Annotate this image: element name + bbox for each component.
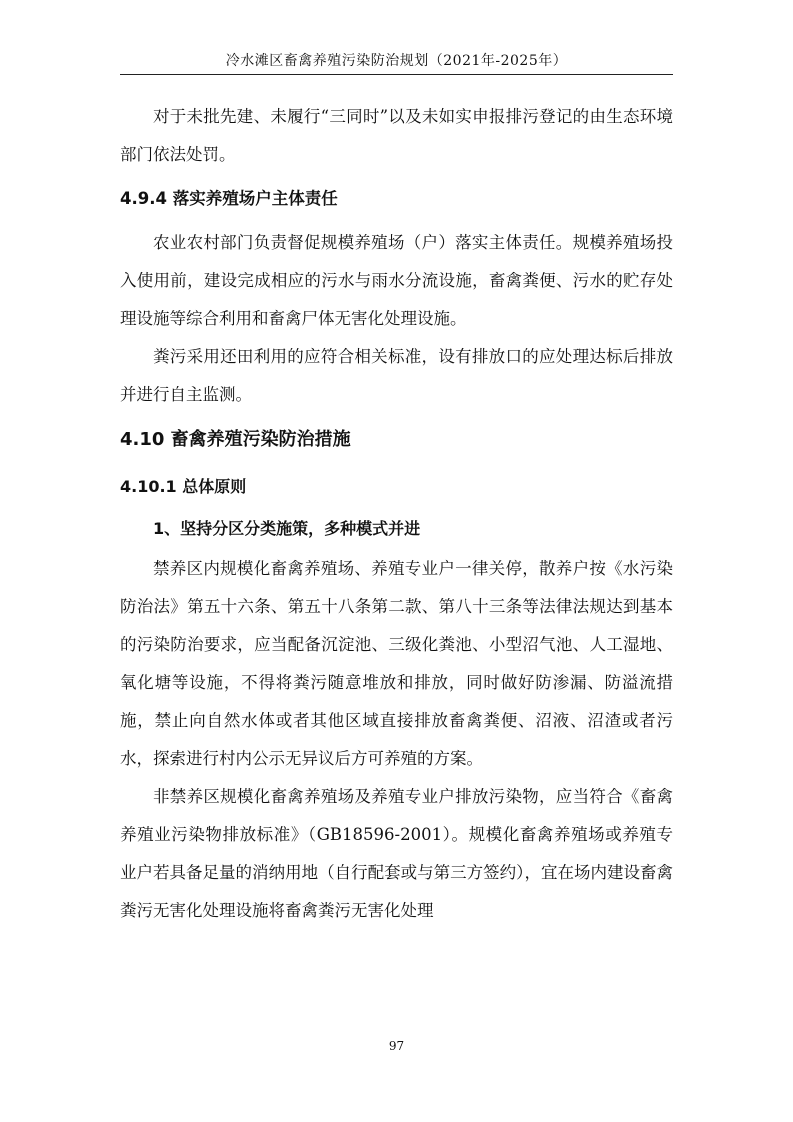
running-header: 冷水滩区畜禽养殖污染防治规划（2021年-2025年） <box>225 53 568 69</box>
paragraph-manure-standards: 粪污采用还田利用的应符合相关标准，设有排放口的应处理达标后排放并进行自主监测。 <box>120 347 673 404</box>
paragraph-penalty: 对于未批先建、未履行“三同时”以及未如实申报排污登记的由生态环境部门依法处罚。 <box>120 107 673 164</box>
principle-item-1-heading: 1、坚持分区分类施策，多种模式并进 <box>153 519 421 538</box>
page-number: 97 <box>388 1039 405 1053</box>
header-divider <box>120 74 673 75</box>
section-heading-4-10: 4.10 畜禽养殖污染防治措施 <box>120 429 351 450</box>
paragraph-non-prohibited-zone: 非禁养区规模化畜禽养殖场及养殖专业户排放污染物，应当符合《畜禽养殖业污染物排放标准》（GB18596-2001）。规模化畜禽养殖场或养殖专业户若具备足量的消纳用地（自行配套或与第三方签约），宜在场内建设畜禽粪污无害化处理设施将畜禽粪污无害化处理 <box>120 787 673 920</box>
paragraph-main-responsibility: 农业农村部门负责督促规模养殖场（户）落实主体责任。规模养殖场投入使用前，建设完成相应的污水与雨水分流设施，畜禽粪便、污水的贮存处理设施等综合利用和畜禽尸体无害化处理设施。 <box>120 233 673 328</box>
paragraph-prohibited-zone: 禁养区内规模化畜禽养殖场、养殖专业户一律关停，散养户按《水污染防治法》第五十六条、第五十八条第二款、第八十三条等法律法规达到基本的污染防治要求，应当配备沉淀池、三级化粪池、小型沼气池、人工湿地、氧化塘等设施，不得将粪污随意堆放和排放，同时做好防渗漏、防溢流措施，禁止向自然水体或者其他区域直接排放畜禽粪便、沼液、沼渣或者污水，探索进行村内公示无异议后方可养殖的方案。 <box>120 559 673 768</box>
document-body <box>120 98 673 930</box>
section-heading-4-10-1: 4.10.1 总体原则 <box>120 477 247 496</box>
section-heading-4-9-4: 4.9.4 落实养殖场户主体责任 <box>120 189 338 208</box>
